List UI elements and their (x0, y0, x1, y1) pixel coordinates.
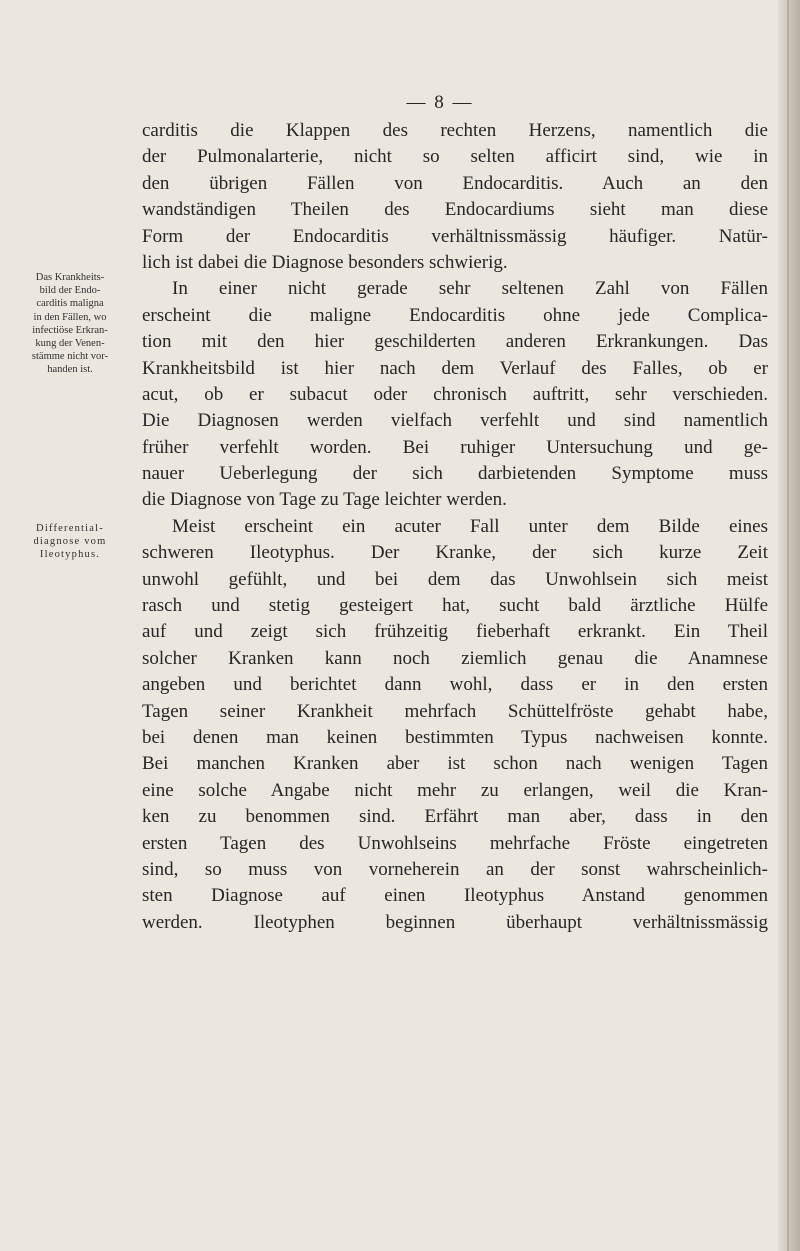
margin-note-line: handen ist. (47, 364, 93, 376)
text-line: auf und zeigt sich frühzeitig fieberhaft erkrankt. Ein Theil (142, 621, 768, 643)
text-line: früher verfehlt worden. Bei ruhiger Untersuchung und ge- (142, 436, 768, 458)
margin-note-line: stämme nicht vor- (31, 351, 109, 363)
text-line: Krankheitsbild ist hier nach dem Verlauf des Falles, ob er (142, 357, 768, 379)
text-line: ken zu benommen sind. Erfährt man aber, dass in den (142, 806, 768, 828)
text-line: werden. Ileotyphen beginnen überhaupt verhältnissmässig (142, 911, 768, 933)
text-line: die Diagnose von Tage zu Tage leichter werden. (142, 489, 507, 511)
margin-note-line: carditis maligna (36, 298, 104, 310)
margin-note-line: Ileotyphus. (39, 549, 101, 561)
margin-note-line: diagnose vom (33, 536, 107, 548)
text-line: solcher Kranken kann noch ziemlich genau die Anamnese (142, 647, 768, 669)
margin-note-line: infectiöse Erkran- (32, 324, 108, 336)
margin-note-line: kung der Venen- (35, 338, 105, 350)
text-line: schweren Ileotyphus. Der Kranke, der sich kurze Zeit (142, 542, 768, 564)
margin-note-krankheitsbild (14, 271, 126, 377)
text-line: Bei manchen Kranken aber ist schon nach wenigen Tagen (142, 753, 768, 775)
text-line: rasch und stetig gesteigert hat, sucht bald ärztliche Hülfe (142, 595, 768, 617)
text-line: Meist erscheint ein acuter Fall unter dem Bilde eines (172, 515, 768, 537)
margin-note-differentialdiagnose (14, 522, 126, 562)
text-line: angeben und berichtet dann wohl, dass er in den ersten (142, 674, 768, 696)
margin-note-line: bild der Endo- (39, 285, 101, 297)
page-edge-shadow (778, 0, 800, 1251)
text-line: unwohl gefühlt, und bei dem das Unwohlsein sich meist (142, 568, 768, 590)
text-line: wandständigen Theilen des Endocardiums sieht man diese (142, 199, 768, 221)
text-line: nauer Ueberlegung der sich darbietenden Symptome muss (142, 463, 768, 485)
margin-note-line: in den Fällen, wo (33, 311, 107, 323)
body-text (142, 118, 768, 936)
text-line: tion mit den hier geschilderten anderen Erkrankungen. Das (142, 331, 768, 353)
text-line: Die Diagnosen werden vielfach verfehlt und sind namentlich (142, 410, 768, 432)
text-line: bei denen man keinen bestimmten Typus nachweisen konnte. (142, 726, 768, 748)
text-line: In einer nicht gerade sehr seltenen Zahl von Fällen (172, 278, 768, 300)
page-edge-line (787, 0, 789, 1251)
text-line: Form der Endocarditis verhältnissmässig häufiger. Natür- (142, 225, 768, 247)
page-number: — 8 — (406, 92, 474, 113)
text-line: Tagen seiner Krankheit mehrfach Schüttelfröste gehabt habe, (142, 700, 768, 722)
margin-note-line: Das Krankheits- (35, 272, 105, 283)
text-line: sten Diagnose auf einen Ileotyphus Anstand genommen (142, 885, 768, 907)
text-line: erscheint die maligne Endocarditis ohne jede Complica- (142, 304, 768, 326)
margin-note-line: Differential- (36, 523, 104, 534)
text-line: den übrigen Fällen von Endocarditis. Auch an den (142, 172, 768, 194)
text-line: lich ist dabei die Diagnose besonders schwierig. (142, 251, 508, 273)
text-line: carditis die Klappen des rechten Herzens, namentlich die (142, 120, 768, 141)
text-line: ersten Tagen des Unwohlseins mehrfache Fröste eingetreten (142, 832, 768, 854)
text-line: sind, so muss von vorneherein an der sonst wahrscheinlich- (142, 858, 768, 880)
text-line: eine solche Angabe nicht mehr zu erlangen, weil die Kran- (142, 779, 768, 801)
text-line: acut, ob er subacut oder chronisch auftritt, sehr verschieden. (142, 383, 768, 405)
text-line: der Pulmonalarterie, nicht so selten afficirt sind, wie in (142, 146, 768, 168)
